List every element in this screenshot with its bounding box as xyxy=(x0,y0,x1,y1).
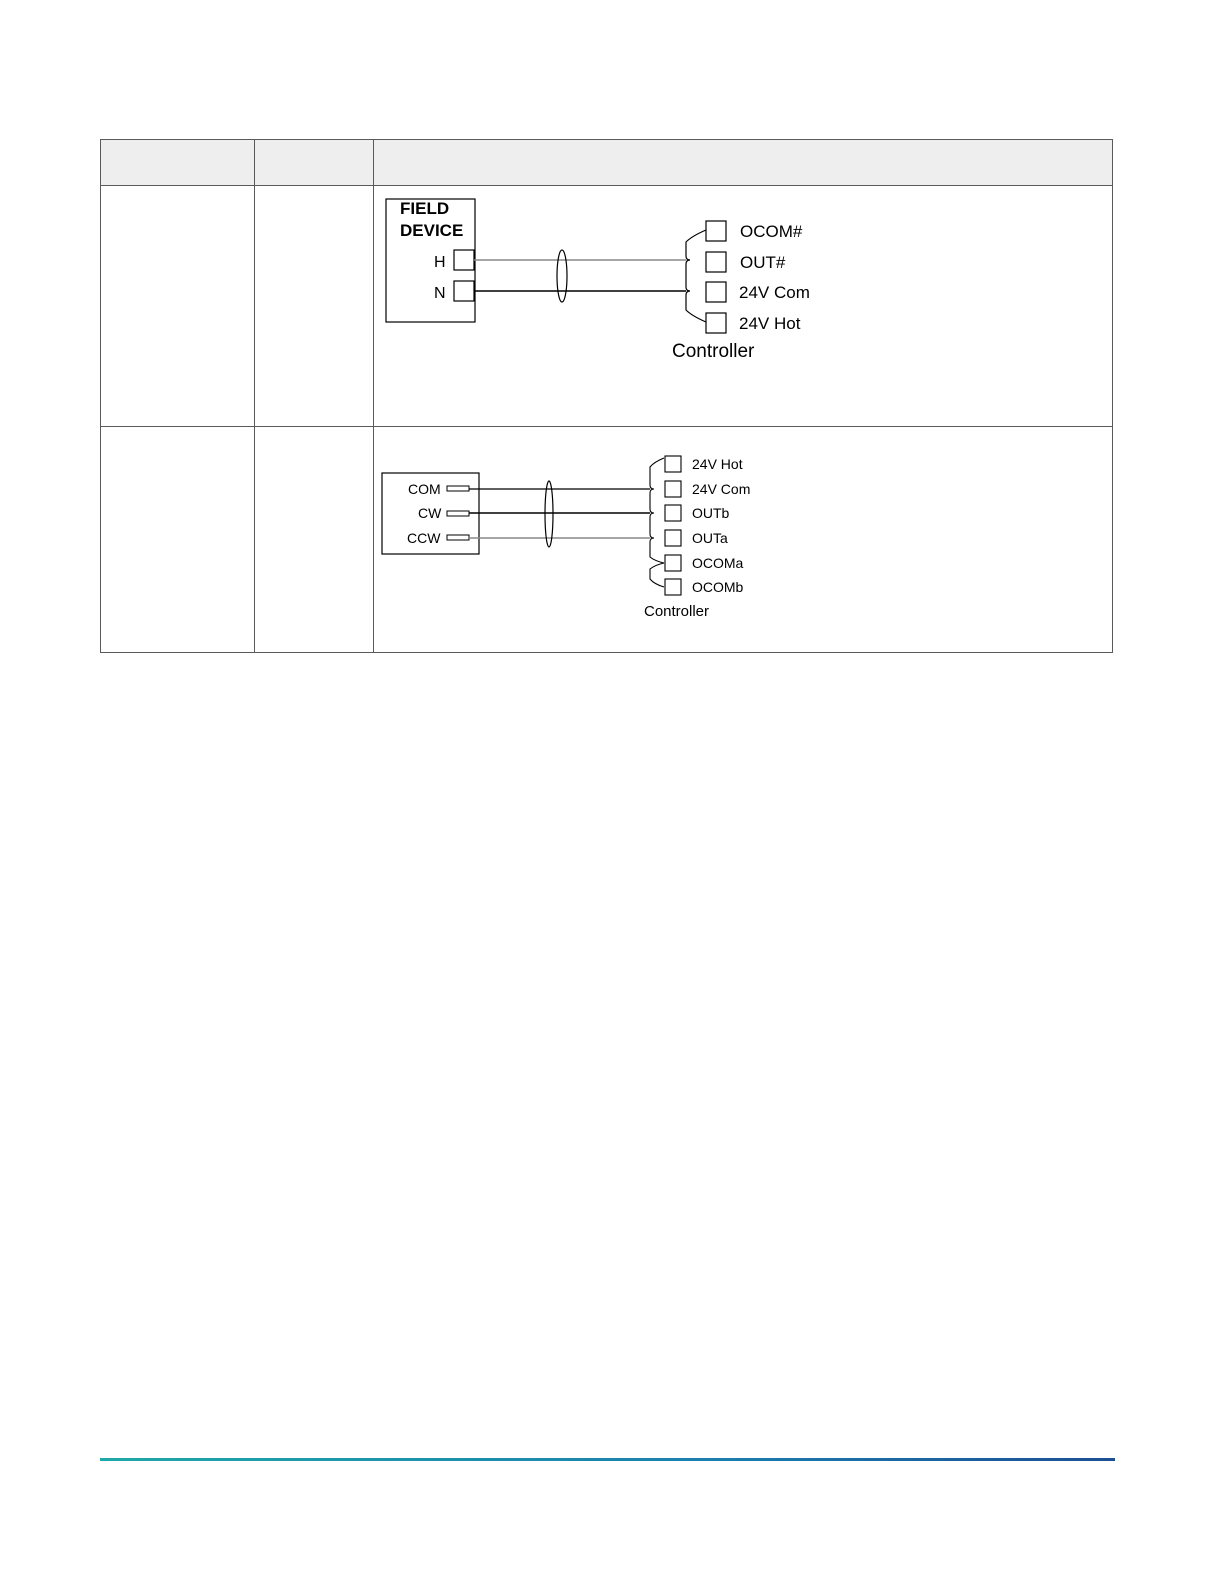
controller-terminal-label-24v-hot: 24V Hot xyxy=(739,314,801,333)
device-terminal-label-h: H xyxy=(434,254,446,271)
controller-terminal-24v-com xyxy=(706,282,726,302)
controller-terminal-label-ocoma: OCOMa xyxy=(692,555,744,571)
table-row xyxy=(101,186,1113,427)
cable-shield xyxy=(557,250,567,302)
controller-terminal-outa xyxy=(665,530,681,546)
actuator-terminal-label-com: COM xyxy=(408,481,441,497)
controller-terminal-label-ocomb: OCOMb xyxy=(692,579,744,595)
row2-diagram-cell xyxy=(374,427,1113,653)
controller-label: Controller xyxy=(672,341,755,362)
table-row xyxy=(101,427,1113,653)
controller-terminal-label-ocom: OCOM# xyxy=(740,222,803,241)
header-cell-2 xyxy=(255,140,374,186)
controller-terminal-ocomb xyxy=(665,579,681,595)
controller-label: Controller xyxy=(644,603,710,620)
row1-col2 xyxy=(255,186,374,427)
actuator-terminal-label-cw: CW xyxy=(418,505,442,521)
row1-col1 xyxy=(101,186,255,427)
device-terminal-n xyxy=(454,281,474,301)
cable-shield xyxy=(545,481,553,547)
actuator-terminal-label-ccw: CCW xyxy=(407,530,441,546)
actuator-pin-cw xyxy=(447,511,469,516)
controller-terminal-label-24v-com: 24V Com xyxy=(692,481,751,497)
terminal-bracket xyxy=(686,230,706,322)
controller-terminal-24v-com xyxy=(665,481,681,497)
device-terminal-h xyxy=(454,250,474,270)
controller-terminal-24v-hot xyxy=(665,456,681,472)
device-terminal-label-n: N xyxy=(434,285,446,302)
controller-terminal-out xyxy=(706,252,726,272)
field-device-title-line2: DEVICE xyxy=(400,221,464,240)
wiring-table xyxy=(100,139,1113,653)
header-cell-1 xyxy=(101,140,255,186)
row2-col2 xyxy=(255,427,374,653)
row2-col1 xyxy=(101,427,255,653)
header-cell-3 xyxy=(374,140,1113,186)
controller-terminal-24v-hot xyxy=(706,313,726,333)
controller-terminal-ocoma xyxy=(665,555,681,571)
footer-rule xyxy=(100,1458,1115,1461)
actuator-pin-com xyxy=(447,486,469,491)
controller-terminal-label-24v-com: 24V Com xyxy=(739,283,810,302)
controller-terminal-label-out: OUT# xyxy=(740,253,786,272)
controller-terminal-ocom xyxy=(706,221,726,241)
actuator-pin-ccw xyxy=(447,535,469,540)
controller-terminal-label-outa: OUTa xyxy=(692,530,728,546)
controller-terminal-outb xyxy=(665,505,681,521)
controller-terminal-label-outb: OUTb xyxy=(692,505,730,521)
controller-terminal-label-24v-hot: 24V Hot xyxy=(692,456,743,472)
terminal-bracket xyxy=(650,458,664,587)
field-device-wiring-diagram xyxy=(374,186,1112,426)
row1-diagram-cell xyxy=(374,186,1113,427)
field-device-title-line1: FIELD xyxy=(400,199,450,218)
table-header-row xyxy=(101,140,1113,186)
floating-actuator-wiring-diagram xyxy=(374,427,1112,652)
